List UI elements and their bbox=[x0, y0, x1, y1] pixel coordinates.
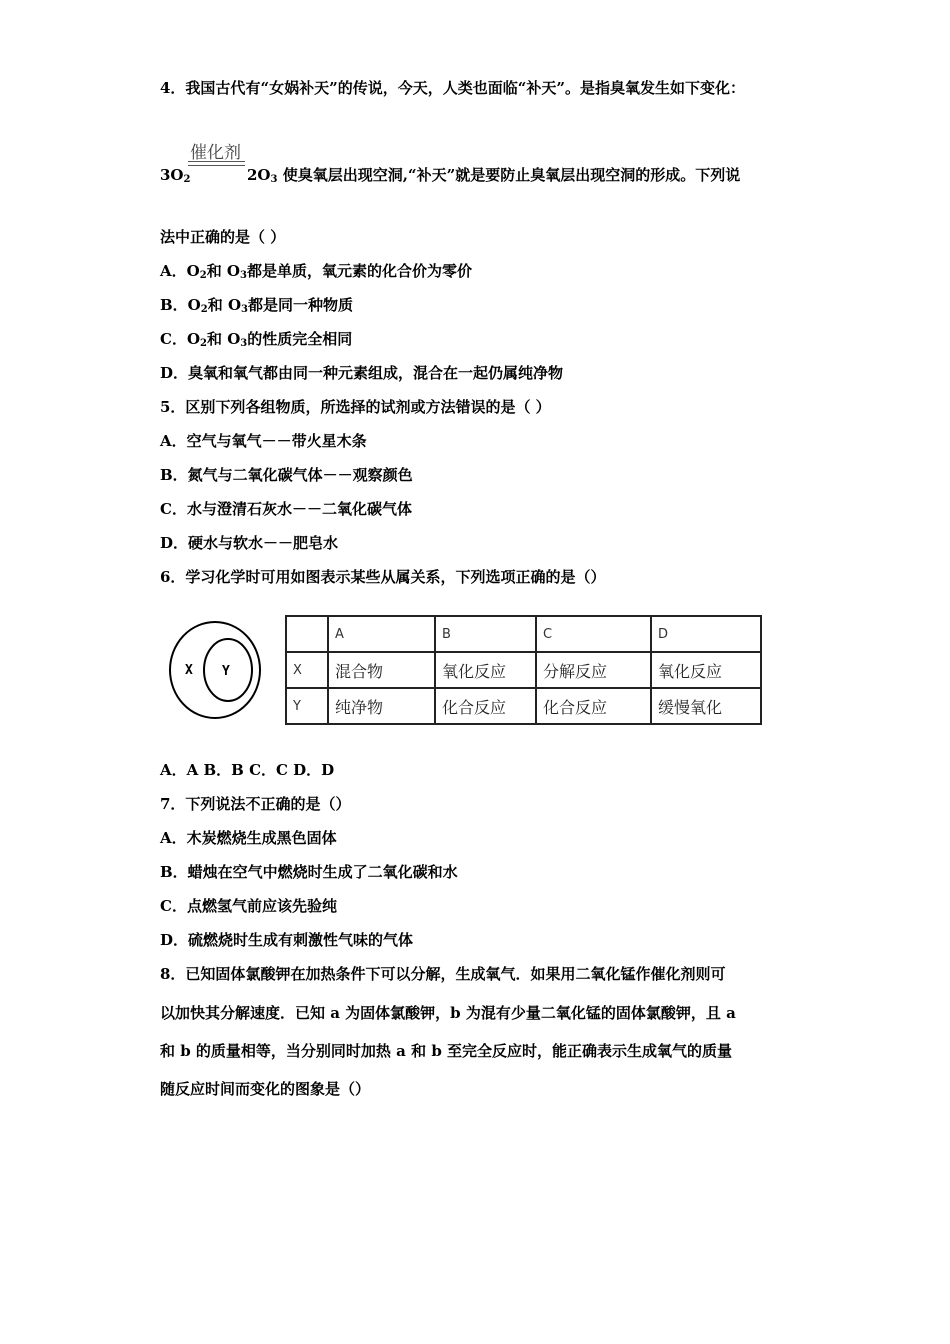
table-cell: 混合物 bbox=[328, 652, 435, 688]
q6-answers: A．A B．B C．C D．D bbox=[160, 761, 335, 779]
q4-option-c: C．$O_2$和 $O_3$的性质完全相同 bbox=[160, 330, 353, 349]
table-cell: X bbox=[286, 652, 328, 688]
reaction-arrow-bottom bbox=[188, 165, 245, 166]
q5-option-d: D．硬水与软水－－肥皂水 bbox=[160, 534, 339, 552]
inner-label: Y bbox=[222, 664, 230, 679]
q7-option-c: C．点燃氢气前应该先验纯 bbox=[160, 897, 337, 915]
table-cell: 化合反应 bbox=[536, 688, 651, 724]
q4-option-d: D．臭氧和氧气都由同一种元素组成，混合在一起仍属纯净物 bbox=[160, 364, 564, 382]
table-header-cell: B bbox=[435, 616, 536, 652]
table-header-row bbox=[286, 616, 761, 652]
q7-option-a: A．木炭燃烧生成黑色固体 bbox=[160, 829, 337, 847]
q4-option-a: A．$O_2$和 $O_3$都是单质，氧元素的化合价为零价 bbox=[160, 262, 472, 281]
table-cell: Y bbox=[286, 688, 328, 724]
reaction-arrow-top bbox=[188, 161, 245, 162]
q5-option-a: A．空气与氧气－－带火星木条 bbox=[160, 432, 367, 450]
reactant-formula: $3O_2$ bbox=[160, 166, 191, 185]
table-cell: 氧化反应 bbox=[435, 652, 536, 688]
q8-line-3: 和 b 的质量相等，当分别同时加热 a 和 b 至完全反应时，能正确表示生成氧气的质量 bbox=[160, 1042, 733, 1060]
q5-option-b: B．氮气与二氧化碳气体－－观察颜色 bbox=[160, 466, 413, 484]
catalyst-label: 催化剂 bbox=[190, 143, 241, 163]
q7-option-b: B．蜡烛在空气中燃烧时生成了二氧化碳和水 bbox=[160, 863, 458, 881]
relation-table bbox=[285, 615, 762, 725]
table-header-cell: C bbox=[536, 616, 651, 652]
q7-option-d: D．硫燃烧时生成有刺激性气味的气体 bbox=[160, 931, 414, 949]
table-header-cell: A bbox=[328, 616, 435, 652]
q6-stem: 6．学习化学时可用如图表示某些从属关系，下列选项正确的是（） bbox=[160, 568, 606, 586]
q5-option-c: C．水与澄清石灰水－－二氧化碳气体 bbox=[160, 500, 412, 518]
q4-stem-end: 法中正确的是（ ） bbox=[160, 228, 286, 246]
table-cell: 纯净物 bbox=[328, 688, 435, 724]
table-cell: 化合反应 bbox=[435, 688, 536, 724]
table-cell: 分解反应 bbox=[536, 652, 651, 688]
outer-label: X bbox=[185, 663, 193, 678]
outer-circle bbox=[170, 622, 260, 718]
q4-intro: 4．我国古代有“女娲补天”的传说，今天，人类也面临“补天”。是指臭氧发生如下变化： bbox=[160, 79, 745, 97]
q8-line-2: 以加快其分解速度．已知 a 为固体氯酸钾，b 为混有少量二氧化锰的固体氯酸钾，且 a bbox=[160, 1004, 736, 1022]
table-cell: 缓慢氧化 bbox=[651, 688, 761, 724]
table-row bbox=[286, 652, 761, 688]
reaction-rest: $2O_3$ 使臭氧层出现空洞,“补天”就是要防止臭氧层出现空洞的形成。下列说 bbox=[247, 166, 741, 185]
table-row bbox=[286, 688, 761, 724]
q8-line-4: 随反应时间而变化的图象是（） bbox=[160, 1080, 371, 1098]
inclusion-diagram bbox=[168, 620, 264, 722]
q4-option-b: B．$O_2$和 $O_3$都是同一种物质 bbox=[160, 296, 353, 315]
table-header-cell bbox=[286, 616, 328, 652]
q7-stem: 7．下列说法不正确的是（） bbox=[160, 795, 351, 813]
table-header-cell: D bbox=[651, 616, 761, 652]
q5-stem: 5．区别下列各组物质，所选择的试剂或方法错误的是（ ） bbox=[160, 398, 551, 416]
table-cell: 氧化反应 bbox=[651, 652, 761, 688]
q8-line-1: 8．已知固体氯酸钾在加热条件下可以分解，生成氧气．如果用二氧化锰作催化剂则可 bbox=[160, 965, 726, 983]
